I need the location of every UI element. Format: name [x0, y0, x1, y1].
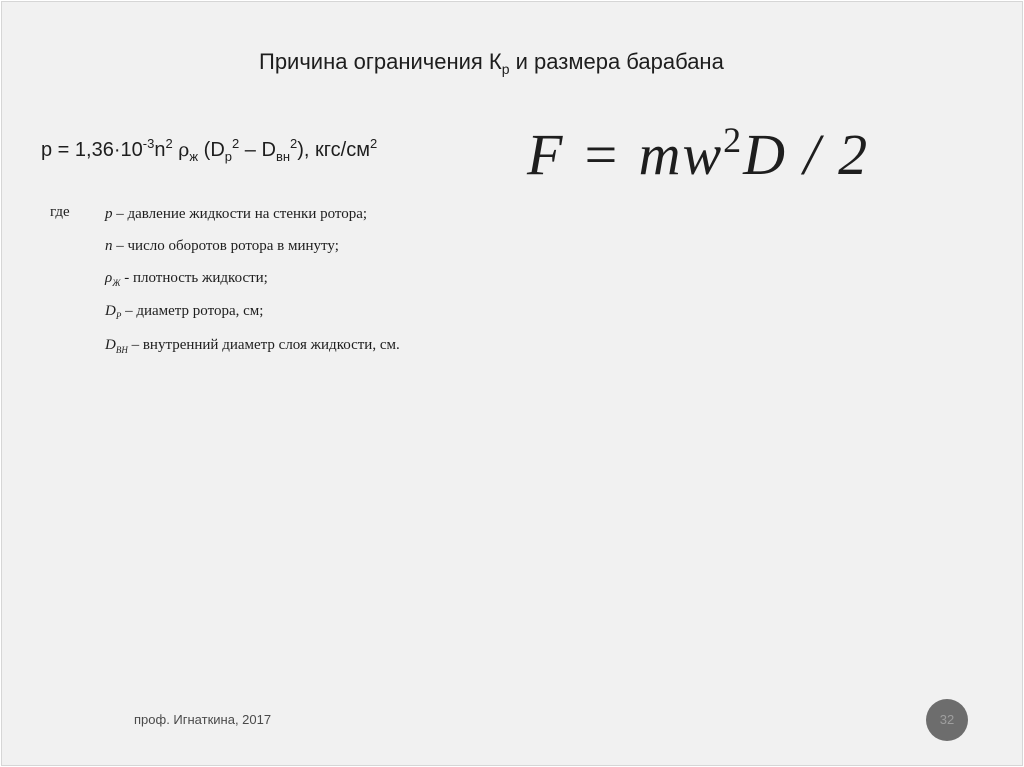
formula-p-dvn-sub: вн: [275, 149, 291, 164]
definition-subscript: Ж: [112, 278, 121, 288]
formula-p-exp1: -3: [142, 136, 155, 151]
definition-item: [105, 335, 400, 360]
formula-p-exp2: 2: [165, 136, 173, 151]
formula-p-open: (D: [198, 139, 225, 161]
slide-title: [259, 48, 724, 83]
formula-p-n: n: [154, 139, 166, 161]
definition-symbol: n: [105, 238, 113, 254]
formula-p-lhs: p = 1,36·10: [41, 139, 143, 161]
formula-p-dvn-sup: 2: [290, 136, 298, 151]
pressure-formula: [41, 130, 377, 171]
formula-p-dp-sup: 2: [232, 136, 240, 151]
definition-text: – число оборотов ротора в минуту;: [112, 238, 339, 254]
formula-p-minus: – D: [239, 139, 276, 161]
formula-p-unit-sup: 2: [369, 136, 378, 151]
definition-item: [105, 268, 268, 293]
title-rest: и размера барабана: [509, 49, 724, 74]
formula-p-rho: ρ: [178, 139, 190, 161]
title-subscript: р: [501, 61, 510, 77]
formula-p-rho-sub: ж: [189, 149, 199, 164]
definition-item: [105, 301, 263, 326]
definition-text: - плотность жидкости;: [120, 270, 268, 286]
definition-symbol: p: [105, 206, 113, 222]
definition-text: – диаметр ротора, см;: [121, 303, 264, 319]
formula-p-dp-sub: р: [224, 149, 233, 164]
formula-f-exp: 2: [723, 120, 744, 160]
definition-text: – давление жидкости на стенки ротора;: [112, 206, 368, 222]
formula-f-lhs: F = mw: [527, 122, 724, 187]
definitions-intro: где: [50, 204, 70, 220]
formula-f-rhs: D / 2: [743, 122, 870, 187]
force-formula: [527, 105, 869, 190]
definition-subscript: ВН: [115, 345, 128, 355]
definition-subscript: Р: [115, 311, 122, 321]
title-text: Причина ограничения К: [259, 49, 502, 74]
page-number-badge: 32: [926, 699, 968, 741]
definition-item: [105, 204, 367, 224]
definition-symbol: D: [105, 337, 116, 353]
footer-author: проф. Игнаткина, 2017: [134, 712, 272, 727]
definition-symbol: ρ: [105, 270, 113, 286]
definition-symbol: D: [105, 303, 116, 319]
definition-item: [105, 236, 339, 256]
definition-text: – внутренний диаметр слоя жидкости, см.: [127, 337, 400, 353]
slide: [1, 1, 1023, 766]
formula-p-close: ), кгс/см: [297, 139, 370, 161]
